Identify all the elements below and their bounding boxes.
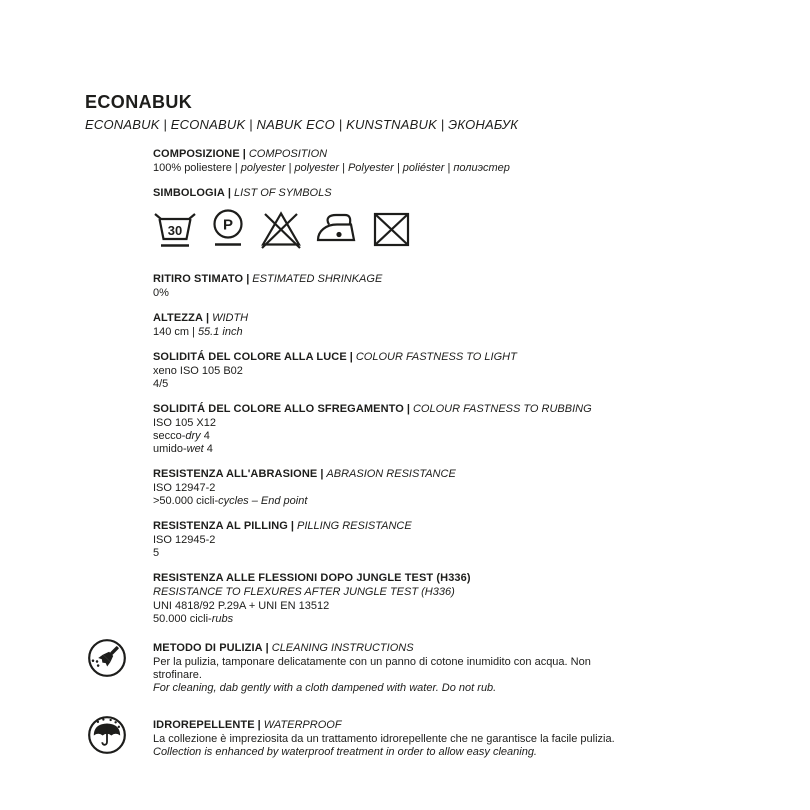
dry-clean-p-mild-icon	[208, 207, 248, 251]
composition-value-line	[153, 162, 633, 175]
width-value-line	[153, 326, 633, 339]
section-abrasion	[153, 468, 633, 508]
symbols-header	[153, 187, 633, 200]
pipe-separator: |	[320, 468, 324, 480]
symbols-label-en: LIST OF SYMBOLS	[233, 187, 332, 199]
page-title: ECONABUK	[85, 92, 193, 112]
do-not-bleach-icon	[259, 207, 303, 251]
datasheet-content	[153, 148, 633, 771]
abrasion-cycles-prefix: >50.000 cicli-	[153, 495, 219, 507]
section-symbols	[153, 187, 633, 251]
pilling-header	[153, 520, 633, 533]
waterproof-text-en	[153, 746, 633, 759]
wet-prefix: umido-	[153, 443, 187, 455]
machine-wash-30-mild-icon	[153, 207, 197, 251]
pilling-standard: ISO 12945-2	[153, 534, 216, 546]
flexion-header-en	[153, 586, 633, 599]
pilling-label-en: PILLING RESISTANCE	[297, 520, 412, 532]
width-label-en: WIDTH	[212, 312, 249, 324]
pipe-separator: |	[290, 520, 294, 532]
title-translations: ECONABUK | ECONABUK | NABUK ECO | KUNSTNABUK | ЭКОНАБУК	[85, 117, 519, 132]
shrinkage-header	[153, 273, 633, 286]
rubbing-fastness-header	[153, 403, 633, 416]
waterproof-label-en: WATERPROOF	[263, 719, 342, 731]
flexion-label-en: RESISTANCE TO FLEXURES AFTER JUNGLE TEST (H336)	[153, 586, 455, 598]
width-value-metric: 140 cm	[153, 326, 190, 338]
section-composition	[153, 148, 633, 175]
cleaning-label-it: METODO DI PULIZIA	[153, 642, 263, 654]
flexion-header-it	[153, 572, 633, 585]
section-pilling	[153, 520, 633, 560]
symbols-label-it: SIMBOLOGIA	[153, 187, 225, 199]
rubbing-fastness-dry	[153, 430, 633, 443]
composition-label-en: COMPOSITION	[248, 148, 328, 160]
cleaning-brush-icon	[87, 638, 127, 678]
dry-word-en: dry	[185, 430, 201, 442]
composition-value: 100% poliestere	[153, 162, 232, 174]
light-fastness-label-it: SOLIDITÁ DEL COLORE ALLA LUCE	[153, 351, 347, 363]
pipe-separator: |	[406, 403, 410, 415]
wet-word-en: wet	[186, 443, 204, 455]
section-width	[153, 312, 633, 339]
section-rubbing-fastness	[153, 403, 633, 456]
flexion-cycles-prefix: 50.000 cicli-	[153, 613, 212, 625]
section-light-fastness	[153, 351, 633, 391]
cleaning-header	[153, 642, 633, 655]
light-fastness-label-en: COLOUR FASTNESS TO LIGHT	[355, 351, 517, 363]
dry-prefix: secco-	[153, 430, 186, 442]
pipe-separator: |	[246, 273, 250, 285]
abrasion-cycles-suffix: cycles – End point	[218, 495, 308, 507]
flexion-cycles-suffix: rubs	[211, 613, 234, 625]
pipe-separator: |	[227, 187, 231, 199]
cleaning-text-en-italic: For cleaning, dab gently with a cloth dampened with water. Do not rub.	[153, 682, 497, 694]
pipe-separator: |	[234, 162, 238, 174]
section-flexion	[153, 572, 633, 626]
pipe-separator: |	[349, 351, 353, 363]
svg-text:30: 30	[167, 223, 183, 238]
waterproof-label-it: IDROREPELLENTE	[153, 719, 255, 731]
light-fastness-standard: xeno ISO 105 B02	[153, 365, 243, 377]
abrasion-standard: ISO 12947-2	[153, 482, 216, 494]
umbrella-rain-icon	[87, 715, 127, 755]
abrasion-label-en: ABRASION RESISTANCE	[326, 468, 456, 480]
width-label-it: ALTEZZA	[153, 312, 203, 324]
section-shrinkage	[153, 273, 633, 300]
cleaning-label-en: CLEANING INSTRUCTIONS	[271, 642, 414, 654]
rubbing-fastness-label-it: SOLIDITÁ DEL COLORE ALLO SFREGAMENTO	[153, 403, 404, 415]
title-block	[85, 92, 518, 132]
section-cleaning	[153, 642, 633, 695]
waterproof-text-it: La collezione è impreziosita da un trattamento idrorepellente che ne garantisce la facile pulizia.	[153, 733, 615, 745]
wet-value: 4	[206, 443, 213, 455]
flexion-label-it: RESISTENZA ALLE FLESSIONI DOPO JUNGLE TEST (H336)	[153, 572, 471, 584]
cleaning-text-it: Per la pulizia, tamponare delicatamente con un panno di cotone inumidito con acqua. Non strofinare.	[153, 656, 591, 681]
care-symbols-row	[153, 207, 633, 251]
rubbing-fastness-standard: ISO 105 X12	[153, 417, 216, 429]
shrinkage-label-en: ESTIMATED SHRINKAGE	[252, 273, 383, 285]
iron-low-heat-icon	[314, 207, 360, 251]
rubbing-fastness-label-en: COLOUR FASTNESS TO RUBBING	[412, 403, 592, 415]
light-fastness-value: 4/5	[153, 378, 169, 390]
pipe-separator: |	[192, 326, 195, 338]
shrinkage-label-it: RITIRO STIMATO	[153, 273, 244, 285]
abrasion-label-it: RESISTENZA ALL'ABRASIONE	[153, 468, 318, 480]
composition-header	[153, 148, 633, 161]
dry-value: 4	[203, 430, 210, 442]
shrinkage-value: 0%	[153, 287, 169, 299]
pipe-separator: |	[206, 312, 210, 324]
pilling-value: 5	[153, 547, 160, 559]
width-header	[153, 312, 633, 325]
waterproof-header	[153, 719, 633, 732]
svg-text:P: P	[222, 216, 234, 234]
pipe-separator: |	[242, 148, 246, 160]
pipe-separator: |	[257, 719, 261, 731]
flexion-standard: UNI 4818/92 P.29A + UNI EN 13512	[153, 600, 330, 612]
section-waterproof	[153, 719, 633, 759]
pipe-separator: |	[265, 642, 269, 654]
do-not-tumble-dry-icon	[371, 207, 411, 251]
flexion-cycles	[153, 613, 633, 626]
cleaning-text-en	[153, 682, 633, 695]
composition-translations: polyester | polyester | Polyester | poliéster | полиэстер	[240, 162, 510, 174]
width-value-imperial: 55.1 inch	[197, 326, 243, 338]
abrasion-header	[153, 468, 633, 481]
waterproof-text-en-italic: Collection is enhanced by waterproof treatment in order to allow easy cleaning.	[153, 746, 537, 758]
abrasion-cycles	[153, 495, 633, 508]
rubbing-fastness-wet	[153, 443, 633, 456]
composition-label-it: COMPOSIZIONE	[153, 148, 240, 160]
pilling-label-it: RESISTENZA AL PILLING	[153, 520, 288, 532]
light-fastness-header	[153, 351, 633, 364]
